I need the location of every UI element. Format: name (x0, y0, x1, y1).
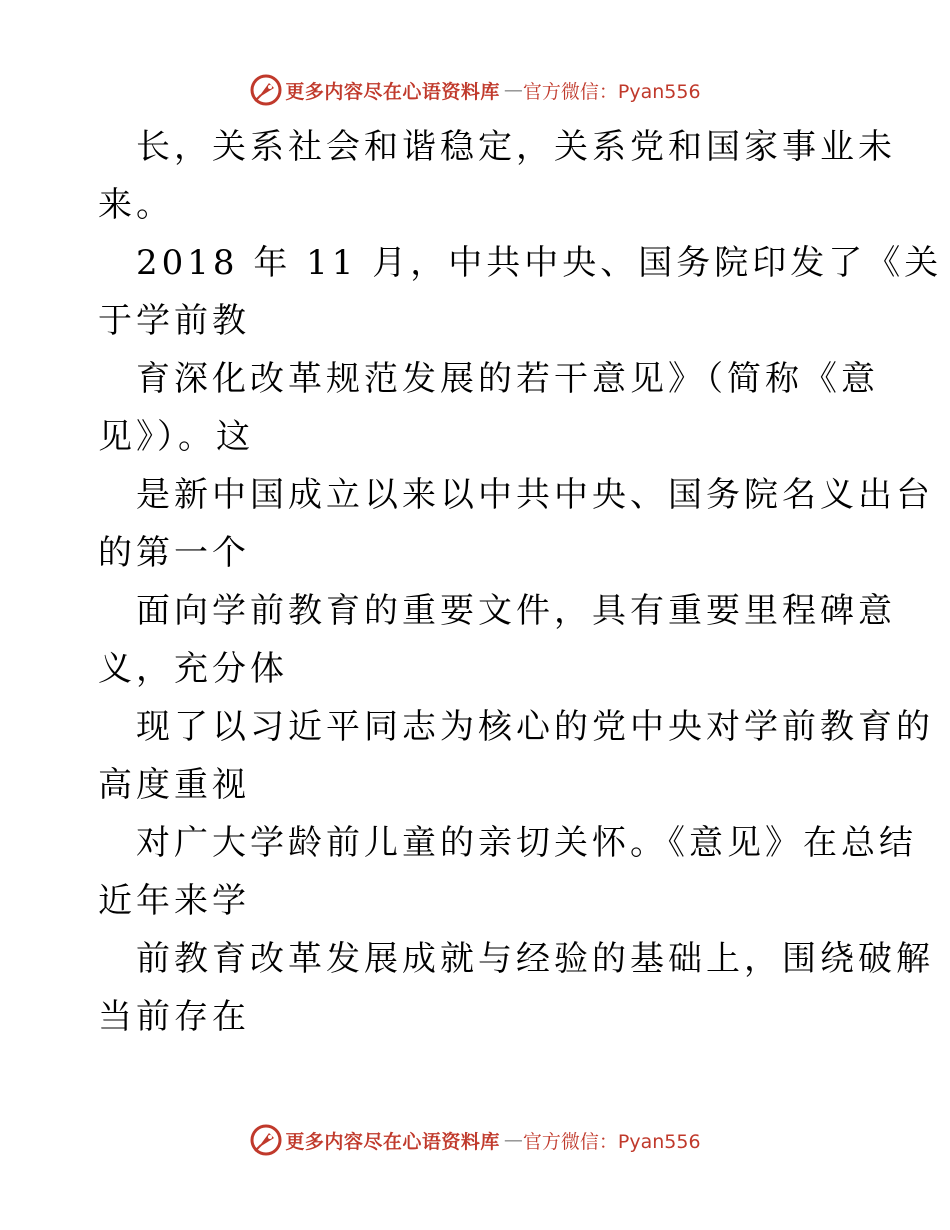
body-line: 来。 (98, 185, 174, 225)
header-brand-separator: — (503, 79, 523, 101)
body-line: 是新中国成立以来以中共中央、国务院名义出台 (136, 475, 934, 515)
footer-brand-separator: — (503, 1129, 523, 1151)
pen-nib-logo-icon (249, 1123, 283, 1157)
body-line: 于学前教 (98, 301, 250, 341)
body-line: 高度重视 (98, 765, 250, 805)
body-line: 对广大学龄前儿童的亲切关怀。《意见》在总结 (136, 823, 917, 863)
body-line: 的第一个 (98, 533, 250, 573)
document-body (98, 118, 943, 1046)
body-line: 2018 年 11 月，中共中央、国务院印发了《关 (136, 243, 943, 283)
body-line: 现了以习近平同志为核心的党中央对学前教育的 (136, 707, 934, 747)
pen-nib-logo-icon (249, 73, 283, 107)
body-line: 见》）。这 (98, 417, 254, 457)
header-banner (0, 70, 950, 110)
footer-banner (0, 1120, 950, 1160)
body-line: 当前存在 (98, 997, 250, 1037)
body-line: 长，关系社会和谐稳定，关系党和国家事业未 (136, 127, 896, 167)
header-wechat-text: 官方微信：Pyan556 (522, 80, 701, 103)
footer-wechat-text: 官方微信：Pyan556 (522, 1130, 701, 1153)
body-line: 近年来学 (98, 881, 250, 921)
header-brand-text: 更多内容尽在心语资料库 (285, 80, 500, 103)
body-line: 育深化改革规范发展的若干意见》（简称《意 (136, 359, 879, 399)
body-line: 义，充分体 (98, 649, 288, 689)
body-line: 面向学前教育的重要文件，具有重要里程碑意 (136, 591, 896, 631)
body-line: 前教育改革发展成就与经验的基础上，围绕破解 (136, 939, 934, 979)
footer-brand-text: 更多内容尽在心语资料库 (285, 1130, 500, 1153)
